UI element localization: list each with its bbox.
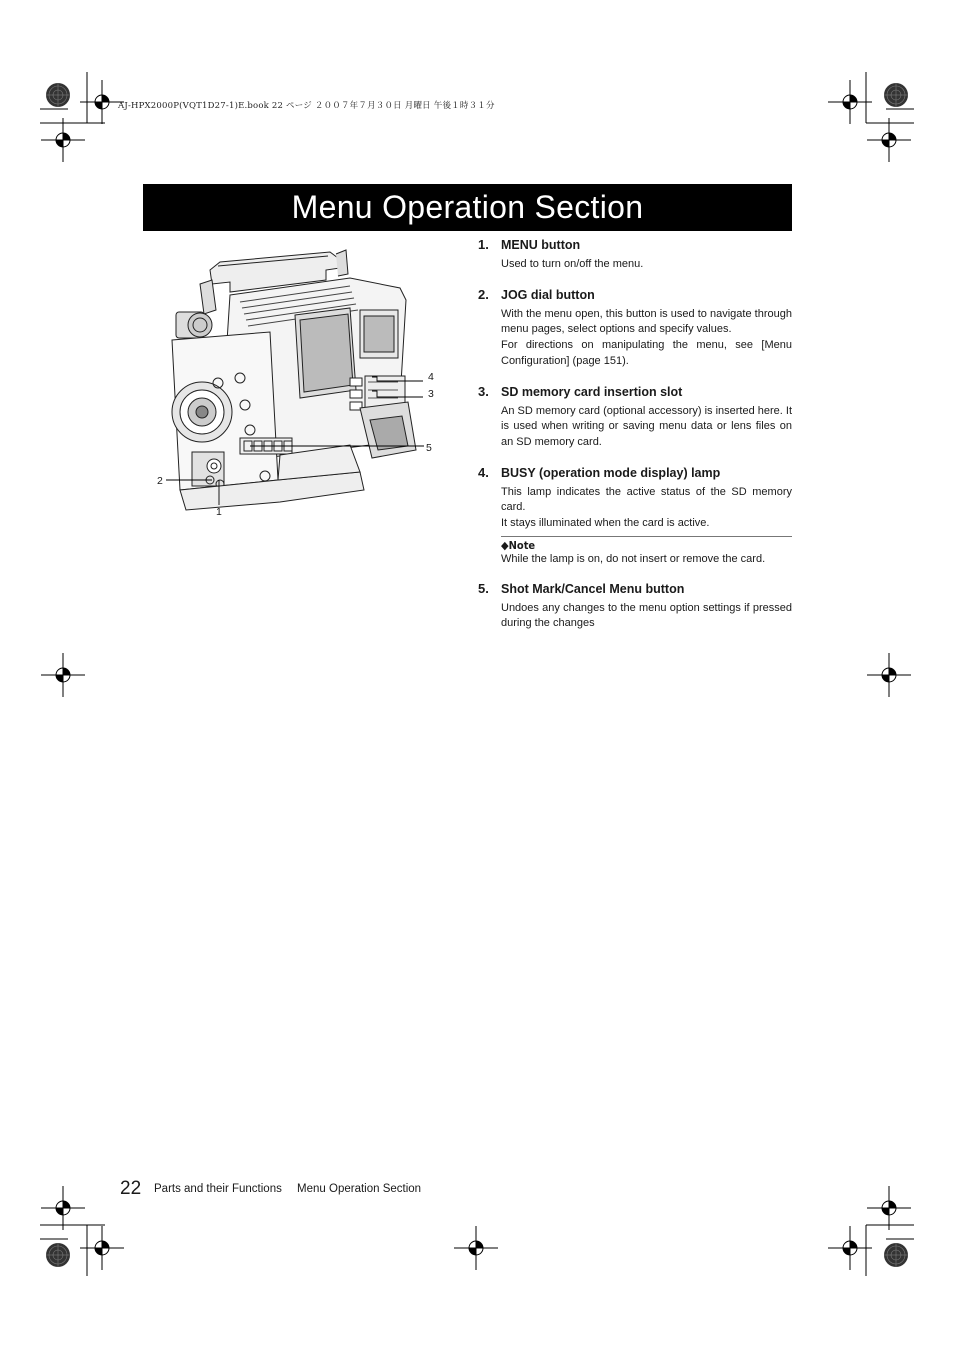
callout-3: 3	[428, 388, 434, 400]
footer-subsection: Menu Operation Section	[297, 1183, 422, 1195]
callout-1: 1	[216, 506, 222, 518]
callout-4: 4	[428, 371, 434, 383]
item-text: Undoes any changes to the menu option settings if pressed during the changes	[501, 601, 792, 630]
item-number: 4.	[478, 464, 489, 480]
item-text: This lamp indicates the active status of the SD memory card.	[501, 485, 792, 514]
item-heading: MENU button	[501, 238, 581, 252]
note-box	[501, 536, 792, 567]
item-list	[478, 238, 792, 647]
item-number: 1.	[478, 237, 489, 252]
item-heading: BUSY (operation mode display) lamp	[501, 465, 721, 480]
footer-section: Parts and their Functions	[154, 1183, 282, 1195]
item-text: It stays illuminated when the card is active.	[501, 517, 710, 530]
item-number: 3.	[478, 383, 489, 399]
note-text: While the lamp is on, do not insert or remove the card.	[501, 552, 766, 565]
item-shot-mark-button	[478, 582, 792, 632]
item-busy-lamp	[478, 466, 792, 532]
item-text: An SD memory card (optional accessory) is inserted here. It is used when writing or saving menu data or lens files on an SD memory card.	[501, 404, 793, 448]
item-menu-button	[478, 238, 792, 273]
item-sd-card-slot	[478, 385, 792, 451]
item-heading: JOG dial button	[501, 287, 595, 302]
item-text: With the menu open, this button is used to navigate through menu pages, select options and specify values.	[501, 307, 792, 336]
item-text: For directions on manipulating the menu, see [Menu Configuration] (page 151).	[501, 339, 792, 367]
item-number: 5.	[478, 580, 489, 596]
footer-breadcrumb	[154, 1183, 433, 1195]
note-title: ◆Note	[501, 538, 536, 552]
section-title: Menu Operation Section	[143, 184, 792, 231]
item-heading: Shot Mark/Cancel Menu button	[501, 581, 685, 596]
item-heading: SD memory card insertion slot	[501, 384, 683, 399]
item-text: Used to turn on/off the menu.	[501, 258, 644, 270]
callout-2: 2	[157, 475, 163, 487]
callout-5: 5	[426, 442, 432, 454]
item-number: 2.	[478, 286, 489, 302]
print-header: AJ-HPX2000P(VQT1D27-1)E.book 22 ページ ２００７年７月３０日 月曜日 午後１時３１分	[118, 101, 495, 111]
page-number: 22	[120, 1178, 142, 1199]
item-jog-dial-button	[478, 288, 792, 370]
